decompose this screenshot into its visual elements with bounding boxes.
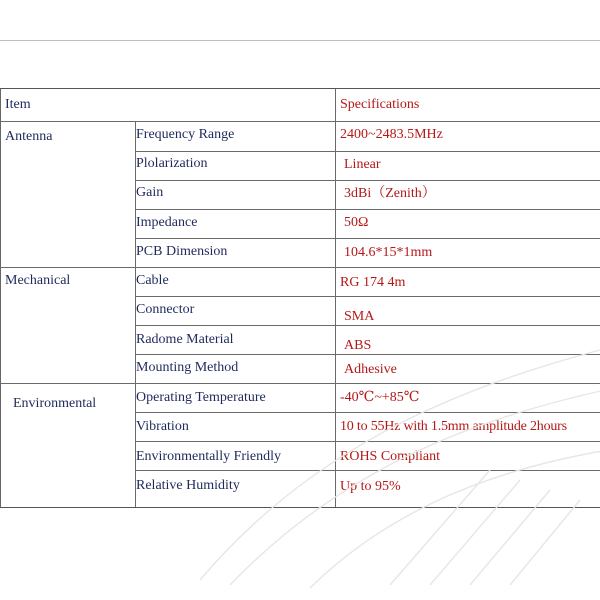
table-rule [135, 441, 600, 442]
spec-table [0, 88, 600, 508]
row-value: -40℃~+85℃ [340, 390, 420, 405]
row-label: Vibration [136, 419, 189, 434]
table-rule [135, 209, 600, 210]
table-rule [135, 296, 600, 297]
group-environmental: Environmental [13, 396, 97, 411]
row-value: Up to 95% [340, 479, 401, 494]
table-rule [1, 121, 600, 122]
row-label: Radome Material [136, 332, 234, 347]
row-label: Relative Humidity [136, 478, 240, 493]
table-rule [1, 267, 600, 268]
row-label: Frequency Range [136, 127, 235, 142]
table-rule [135, 180, 600, 181]
row-label: Gain [136, 185, 164, 200]
row-value: Adhesive [344, 362, 397, 377]
table-rule [1, 383, 600, 384]
row-value: SMA [344, 309, 375, 324]
row-label: Cable [136, 273, 169, 288]
header-specifications: Specifications [340, 97, 420, 112]
table-rule [135, 412, 600, 413]
row-label: Operating Temperature [136, 390, 266, 405]
row-label: PCB Dimension [136, 244, 228, 259]
row-value: 2400~2483.5MHz [340, 127, 443, 142]
row-value: 3dBi（Zenith） [344, 186, 436, 201]
table-rule [135, 325, 600, 326]
group-mechanical: Mechanical [5, 273, 71, 288]
row-label: Impedance [136, 215, 198, 230]
row-label: Mounting Method [136, 360, 239, 375]
row-value: 10 to 55Hz with 1.5mm amplitude 2hours [340, 419, 567, 434]
row-value: 50Ω [344, 215, 369, 230]
row-value: 104.6*15*1mm [344, 245, 433, 260]
row-value: ABS [344, 338, 372, 353]
table-rule [135, 354, 600, 355]
row-value: RG 174 4m [340, 275, 406, 290]
page-top-rule [0, 40, 600, 41]
table-rule [335, 89, 336, 507]
row-label: Connector [136, 302, 195, 317]
row-label: Environmentally Friendly [136, 449, 282, 464]
group-antenna: Antenna [5, 129, 53, 144]
table-rule [135, 238, 600, 239]
row-value: Linear [344, 157, 381, 172]
row-value: ROHS Compliant [340, 449, 440, 464]
row-label: Plolarization [136, 156, 208, 171]
table-rule [135, 151, 600, 152]
table-rule [135, 470, 600, 471]
header-item: Item [5, 97, 31, 112]
